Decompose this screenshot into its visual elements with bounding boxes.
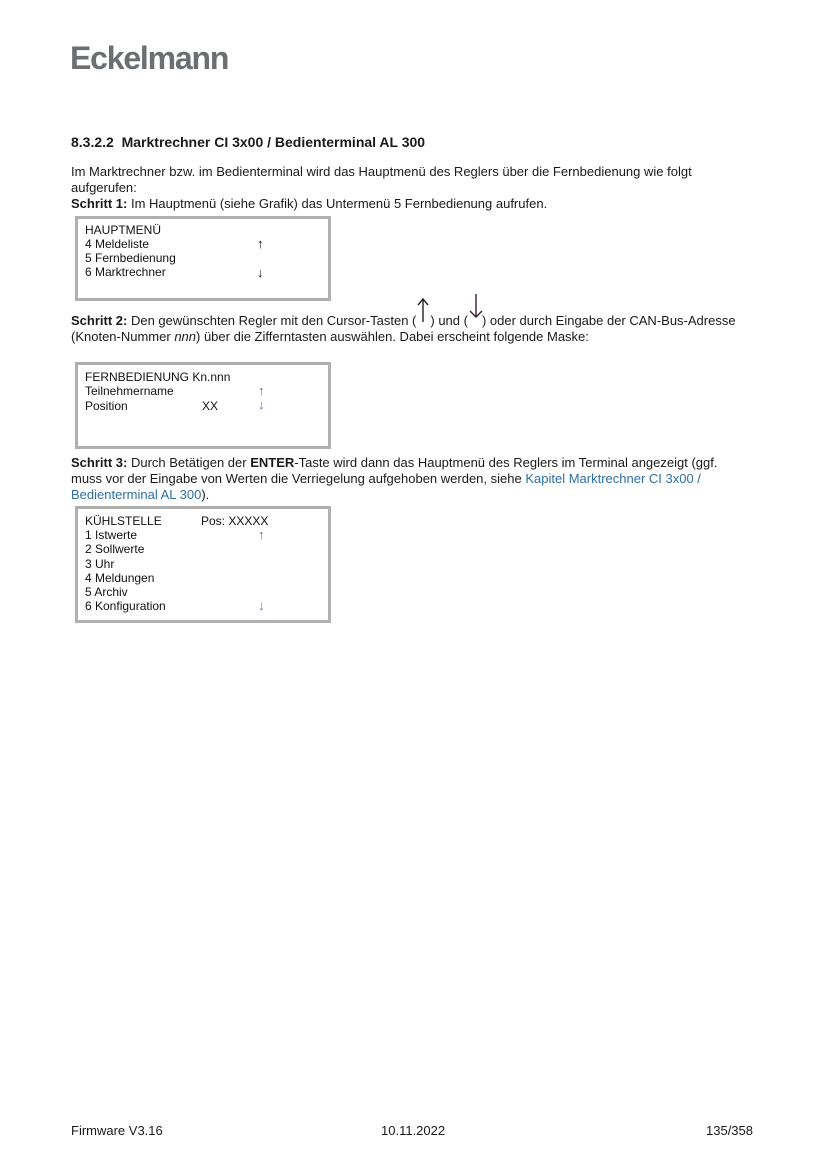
chapter-link[interactable]: Kapitel Marktrechner CI 3x00 / Bedienterminal AL 300 (71, 471, 701, 502)
footer-firmware: Firmware V3.16 (71, 1123, 163, 1138)
lcd-kuehlstelle (75, 506, 331, 623)
enter-key-label: ENTER (250, 455, 295, 470)
cursor-down-icon (468, 311, 482, 325)
scroll-down-icon: ↓ (257, 265, 264, 280)
lcd-title: KÜHLSTELLE (85, 514, 162, 528)
lcd-hauptmenue (75, 216, 331, 301)
eckelmann-logo: Eckelmann (70, 40, 229, 76)
step2-label: Schritt 2: (71, 313, 128, 328)
step3-text-a: Durch Betätigen der (127, 455, 251, 470)
footer-page-number: 135/358 (706, 1123, 753, 1138)
section-number: 8.3.2.2 (71, 134, 114, 150)
lcd-title: FERNBEDIENUNG (85, 370, 190, 384)
lcd-line: 6 Marktrechner (85, 265, 166, 279)
step3-label: Schritt 3: (71, 455, 128, 470)
lcd-position-value: XX (202, 399, 219, 413)
step2-text-b: ) und ( (430, 313, 468, 328)
step3-paragraph (71, 455, 751, 503)
step3-text-c: ). (201, 487, 210, 502)
cursor-up-icon (416, 311, 430, 325)
lcd-line: 6 Konfiguration (85, 599, 166, 613)
lcd-line (85, 370, 230, 385)
lcd-line: 4 Meldeliste (85, 237, 150, 251)
lcd-line: Position (85, 399, 128, 413)
section-title: Marktrechner CI 3x00 / Bedienterminal AL 300 (121, 134, 426, 150)
step2-text-a: Den gewünschten Regler mit den Cursor-Tasten ( (127, 313, 417, 328)
intro-text: Im Marktrechner bzw. im Bedienterminal wird das Hauptmenü des Reglers über die Fernbedienung wie folgt aufgerufen: (71, 164, 692, 195)
lcd-line: 5 Archiv (85, 585, 128, 599)
step2-text-c: ) oder durch Eingabe der CAN-Bus-Adresse (Knoten-Nummer (71, 313, 736, 344)
lcd-line: 3 Uhr (85, 557, 115, 571)
scroll-up-icon: ↑ (258, 527, 265, 542)
scroll-up-icon: ↑ (257, 236, 264, 251)
lcd-line: Teilnehmername (85, 384, 174, 398)
lcd-line: 1 Istwerte (85, 528, 138, 542)
lcd-fernbedienung (75, 362, 331, 449)
lcd-position: Pos: XXXXX (201, 514, 269, 528)
scroll-down-icon: ↓ (258, 397, 265, 412)
footer-date: 10.11.2022 (381, 1123, 446, 1138)
step2-paragraph (71, 311, 751, 345)
step2-text-d: ) über die Zifferntasten auswählen. Dabei erscheint folgende Maske: (196, 329, 589, 344)
intro-paragraph (71, 164, 751, 212)
scroll-up-icon: ↑ (258, 383, 265, 398)
step2-emph: nnn (174, 329, 197, 344)
lcd-line: HAUPTMENÜ (85, 223, 162, 237)
lcd-node-number: Kn.nnn (192, 370, 231, 384)
lcd-line: 4 Meldungen (85, 571, 155, 585)
lcd-line: 5 Fernbedienung (85, 251, 176, 265)
section-heading (71, 134, 425, 150)
lcd-line: 2 Sollwerte (85, 542, 145, 556)
step1-text: Im Hauptmenü (siehe Grafik) das Untermenü 5 Fernbedienung aufrufen. (127, 196, 548, 211)
step1-label: Schritt 1: (71, 196, 128, 211)
step3-text-b: -Taste wird dann das Hauptmenü des Reglers im Terminal angezeigt (ggf. muss vor der Eingabe von Werten die Verriegelung aufgehoben werden, siehe (71, 455, 718, 486)
scroll-down-icon: ↓ (258, 598, 265, 613)
